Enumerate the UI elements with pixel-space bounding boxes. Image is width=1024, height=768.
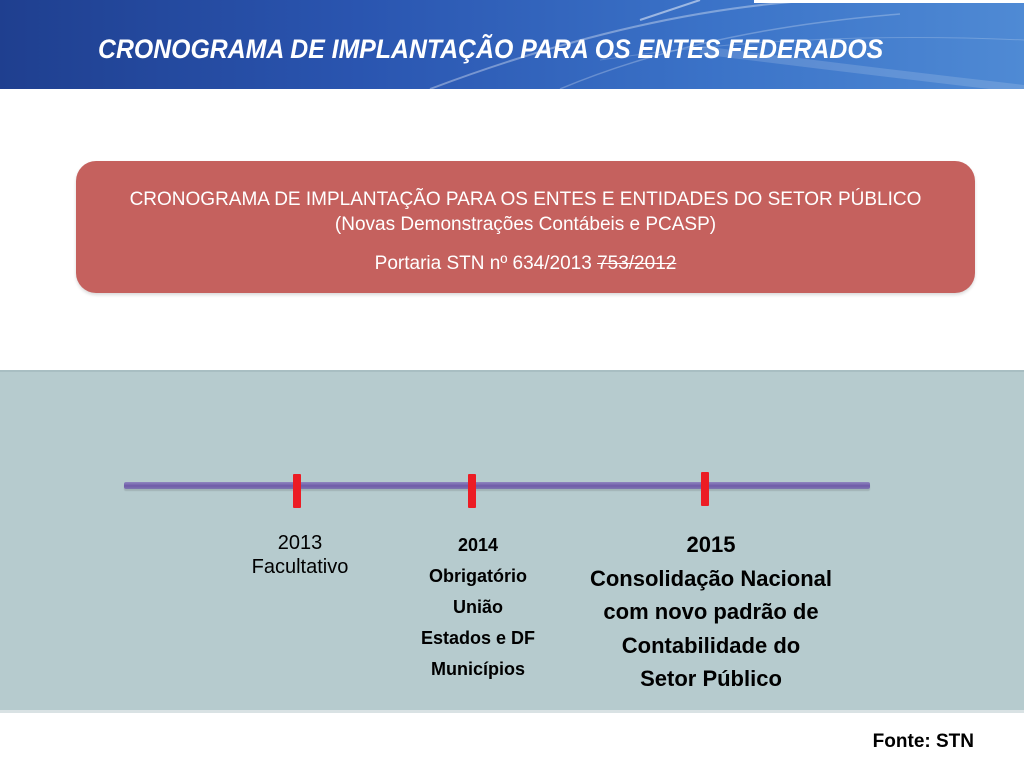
ordinance-revoked: 753/2012 — [597, 253, 677, 274]
source-note: Fonte: STN — [872, 731, 974, 752]
milestone-text: com novo padrão de — [603, 599, 819, 624]
timeline-tick-2014 — [468, 474, 476, 508]
milestone-year: 2015 — [686, 532, 736, 557]
milestone-text: Setor Público — [640, 666, 782, 691]
banner-ordinance — [76, 253, 975, 275]
timeline-tick-2013 — [293, 474, 301, 508]
milestone-2013 — [230, 531, 370, 579]
header-corner-accent — [754, 0, 1024, 3]
timeline-line — [124, 482, 870, 489]
milestone-text: União — [452, 597, 503, 617]
schedule-banner — [76, 161, 975, 293]
milestone-text: Facultativo — [251, 556, 349, 578]
milestone-year: 2013 — [277, 532, 323, 554]
milestone-2014 — [398, 530, 558, 685]
milestone-text: Estados e DF — [420, 628, 536, 648]
milestone-text: Consolidação Nacional — [589, 565, 833, 591]
milestone-text: Obrigatório — [429, 566, 527, 586]
milestone-text: Municípios — [431, 659, 525, 679]
milestone-text: Contabilidade do — [621, 632, 801, 658]
banner-heading: CRONOGRAMA DE IMPLANTAÇÃO PARA OS ENTES E ENTIDADES DO SETOR PÚBLICO (Novas Demonstrações Contábeis e PCASP) — [129, 189, 922, 235]
milestone-year: 2014 — [457, 535, 499, 555]
header-bar — [0, 0, 1024, 89]
page-title: CRONOGRAMA DE IMPLANTAÇÃO PARA OS ENTES FEDERADOS — [98, 34, 884, 64]
milestone-2015 — [572, 528, 850, 696]
timeline-tick-2015 — [701, 472, 709, 506]
ordinance-current: Portaria STN nº 634/2013 — [374, 253, 598, 274]
